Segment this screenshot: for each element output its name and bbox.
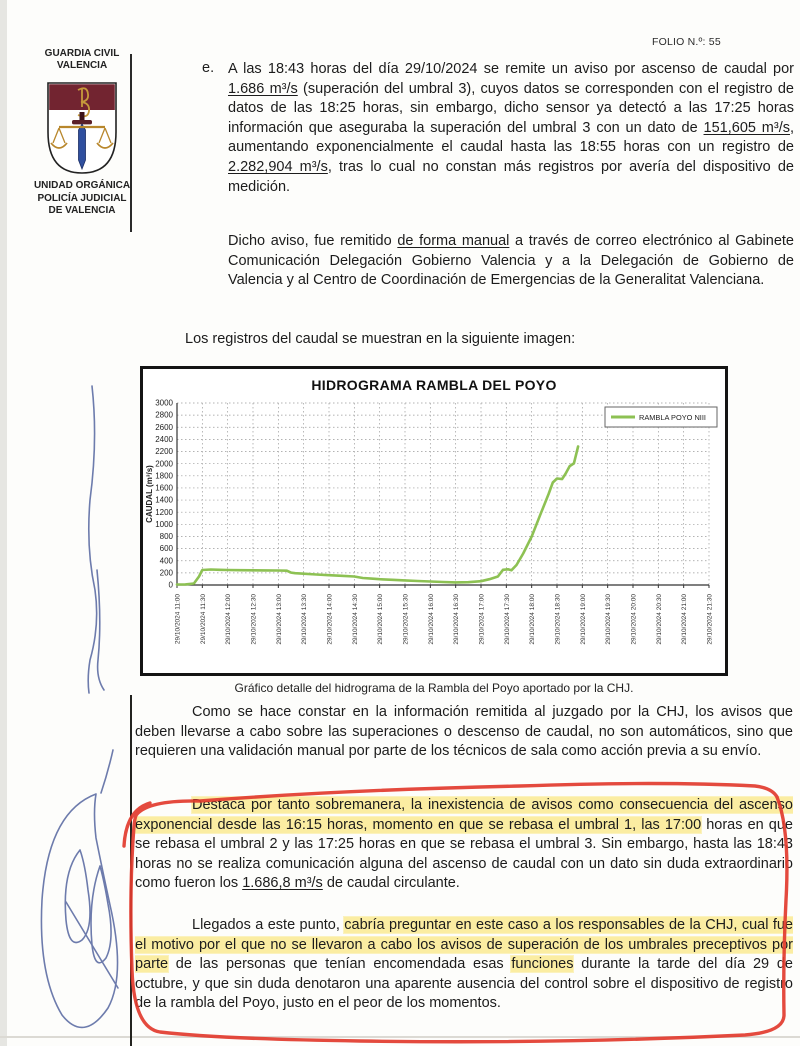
text-segment: a través de correo electrónico al Gabinete Comunicación Delegación Gobierno Valencia y a la Delegación de Gobierno de Valencia y al Centro de Coordinación de Emergencias de la Generalitat Valenciana. bbox=[228, 233, 795, 289]
svg-text:2400: 2400 bbox=[155, 435, 173, 444]
svg-text:800: 800 bbox=[159, 532, 173, 542]
svg-text:29/10/2024 13:30: 29/10/2024 13:30 bbox=[301, 594, 309, 645]
svg-text:1200: 1200 bbox=[155, 507, 173, 517]
text-segment: Destaca por tanto sobremanera, la inexistencia de avisos como consecuencia del ascenso exponencial desde las 16:15 horas, momento en que se rebasa el umbral 1, las 17:00 bbox=[135, 797, 793, 833]
sword-handle bbox=[80, 112, 85, 121]
svg-text:2200: 2200 bbox=[155, 447, 173, 457]
svg-text:29/10/2024 12:30: 29/10/2024 12:30 bbox=[250, 594, 258, 645]
series-rambla-poyo bbox=[177, 447, 578, 585]
list-item-e bbox=[202, 60, 794, 197]
text-segment: , aumentando exponencialmente el caudal hasta las 18:55 horas con un registro de bbox=[228, 119, 794, 156]
text-segment: cabría preguntar en este caso a los responsables de la CHJ, cual fue el motivo por el que no se llevaron a cabo los avisos de superación de los umbrales preceptivos por parte bbox=[135, 917, 793, 973]
chart-title: HIDROGRAMA RAMBLA DEL POYO bbox=[311, 377, 557, 393]
svg-text:29/10/2024 20:00: 29/10/2024 20:00 bbox=[630, 594, 638, 645]
svg-text:1600: 1600 bbox=[155, 483, 173, 493]
letterhead-org bbox=[30, 48, 134, 72]
svg-text:29/10/2024 18:30: 29/10/2024 18:30 bbox=[554, 594, 562, 645]
text-segment: durante la tarde del día 29 de octubre, y que sin duda denotaron una aparente ausencia del control sobre el dispositivo de registro de la rambla del Poyo, justo en el peor de los momentos. bbox=[135, 956, 793, 1012]
org-line2: VALENCIA bbox=[56, 60, 108, 71]
intro-line: Los registros del caudal se muestran en la siguiente imagen: bbox=[185, 331, 576, 347]
text-segment: 151,605 m³/s bbox=[703, 119, 790, 136]
figure-caption: Gráfico detalle del hidrograma de la Rambla del Poyo aportado por la CHJ. bbox=[234, 681, 634, 695]
shield-icon bbox=[45, 80, 119, 176]
text-segment: 1.686,8 m³/s bbox=[242, 875, 323, 892]
text-segment: 1.686 m³/s bbox=[228, 80, 298, 97]
text-segment: Como se hace constar en la información remitida al juzgado por la CHJ, los avisos que deben llevarse a cabo sobre las superaciones o descenso de caudal, no son automáticos, sino que requieren una validación manual por parte de los técnicos de sala como acción previa a su envío. bbox=[135, 704, 793, 760]
svg-text:2800: 2800 bbox=[155, 410, 173, 420]
x-axis-labels bbox=[175, 594, 714, 645]
unit-line2: POLICÍA JUDICIAL bbox=[37, 192, 127, 204]
org-line1: GUARDIA CIVIL bbox=[44, 48, 120, 59]
svg-text:29/10/2024 16:30: 29/10/2024 16:30 bbox=[453, 594, 461, 645]
scan-edge-bottom bbox=[0, 1036, 800, 1038]
letterhead-unit bbox=[30, 180, 134, 218]
svg-text:1000: 1000 bbox=[155, 519, 173, 529]
page-fold-line bbox=[130, 695, 132, 1046]
paragraph-remision-aviso bbox=[202, 232, 794, 291]
paragraph-llegados bbox=[135, 916, 793, 1014]
letterhead-separator bbox=[130, 54, 132, 232]
svg-text:2600: 2600 bbox=[155, 422, 173, 432]
svg-text:29/10/2024 18:00: 29/10/2024 18:00 bbox=[529, 594, 537, 645]
hydrograph-chart bbox=[143, 395, 725, 667]
text-segment: A las 18:43 horas del día 29/10/2024 se remite un aviso por ascenso de caudal por bbox=[228, 61, 794, 77]
scan-edge bbox=[0, 0, 7, 1046]
paragraph-destaca bbox=[135, 796, 793, 894]
paragraph-text bbox=[228, 232, 794, 291]
text-segment: de forma manual bbox=[397, 233, 510, 249]
text-segment: , tras lo cual no constan más registros por avería del dispositivo de medición. bbox=[228, 158, 794, 195]
text-segment: horas en que se rebasa el umbral 2 y las 17:25 horas en que se rebasa el umbral 3. Sin embargo, hasta las 18:43 horas no se realiza comunicación alguna del ascenso de caudal con un dato sin duda extraordinario como fueron los bbox=[135, 816, 793, 892]
svg-text:29/10/2024 17:30: 29/10/2024 17:30 bbox=[503, 594, 511, 645]
svg-text:29/10/2024 11:00: 29/10/2024 11:00 bbox=[174, 594, 182, 645]
svg-text:CAUDAL (m³/s): CAUDAL (m³/s) bbox=[145, 465, 154, 523]
svg-text:1800: 1800 bbox=[155, 471, 173, 481]
svg-text:200: 200 bbox=[159, 568, 173, 578]
svg-text:1400: 1400 bbox=[155, 495, 173, 505]
svg-text:RAMBLA POYO NIII: RAMBLA POYO NIII bbox=[639, 412, 706, 422]
svg-text:0: 0 bbox=[168, 580, 173, 590]
svg-text:2000: 2000 bbox=[155, 459, 173, 469]
text-segment: 2.282,904 m³/s bbox=[228, 158, 328, 175]
list-marker: e. bbox=[202, 60, 215, 76]
text-segment: Dicho aviso, fue remitido bbox=[228, 233, 398, 249]
svg-text:29/10/2024 16:00: 29/10/2024 16:00 bbox=[427, 594, 435, 645]
text-segment: de las personas que tenían encomendada esas bbox=[168, 956, 512, 973]
svg-text:29/10/2024 20:30: 29/10/2024 20:30 bbox=[655, 594, 663, 645]
svg-text:29/10/2024 19:00: 29/10/2024 19:00 bbox=[579, 594, 587, 645]
unit-line1: UNIDAD ORGÁNICA bbox=[33, 180, 131, 191]
paragraph-validacion-manual bbox=[135, 703, 793, 762]
hydrograph-figure bbox=[140, 366, 728, 676]
text-segment: Llegados a este punto, bbox=[192, 917, 345, 933]
blue-pen-signature bbox=[41, 386, 118, 1027]
sword-blade bbox=[79, 124, 86, 169]
svg-text:29/10/2024 13:00: 29/10/2024 13:00 bbox=[275, 594, 283, 645]
y-axis-labels bbox=[155, 399, 173, 590]
svg-text:29/10/2024 19:30: 29/10/2024 19:30 bbox=[605, 594, 613, 645]
folio-number: FOLIO N.º: 55 bbox=[652, 36, 721, 48]
text-segment: funciones bbox=[511, 956, 574, 973]
svg-text:29/10/2024 21:00: 29/10/2024 21:00 bbox=[681, 594, 689, 645]
unit-line3: DE VALENCIA bbox=[48, 205, 116, 216]
chart-gridlines bbox=[177, 403, 709, 585]
svg-text:400: 400 bbox=[159, 556, 173, 566]
y-axis-title bbox=[145, 465, 154, 523]
svg-text:3000: 3000 bbox=[155, 398, 173, 408]
text-segment: (superación del umbral 3), cuyos datos se corresponden con el registro de datos de las 18:25 horas, sin embargo, dicho sensor ya detectó a las 17:25 horas información que aseguraba la superación del umbral 3 con un dato de bbox=[228, 80, 794, 136]
svg-text:29/10/2024 14:00: 29/10/2024 14:00 bbox=[326, 594, 334, 645]
text-segment: de caudal circulante. bbox=[322, 875, 460, 892]
chart-legend bbox=[605, 407, 717, 427]
chart-axes bbox=[177, 403, 709, 588]
svg-text:29/10/2024 15:30: 29/10/2024 15:30 bbox=[402, 594, 410, 645]
guardia-civil-shield-logo bbox=[45, 80, 119, 176]
svg-text:29/10/2024 15:00: 29/10/2024 15:00 bbox=[377, 594, 385, 645]
letterhead bbox=[30, 48, 134, 218]
svg-text:29/10/2024 21:30: 29/10/2024 21:30 bbox=[706, 594, 714, 645]
svg-text:29/10/2024 14:30: 29/10/2024 14:30 bbox=[351, 594, 359, 645]
svg-text:600: 600 bbox=[159, 544, 173, 554]
svg-text:29/10/2024 11:30: 29/10/2024 11:30 bbox=[199, 594, 207, 645]
paragraph-aviso-1843 bbox=[228, 60, 794, 197]
svg-text:29/10/2024 12:00: 29/10/2024 12:00 bbox=[225, 594, 233, 645]
svg-text:29/10/2024 17:00: 29/10/2024 17:00 bbox=[478, 594, 486, 645]
